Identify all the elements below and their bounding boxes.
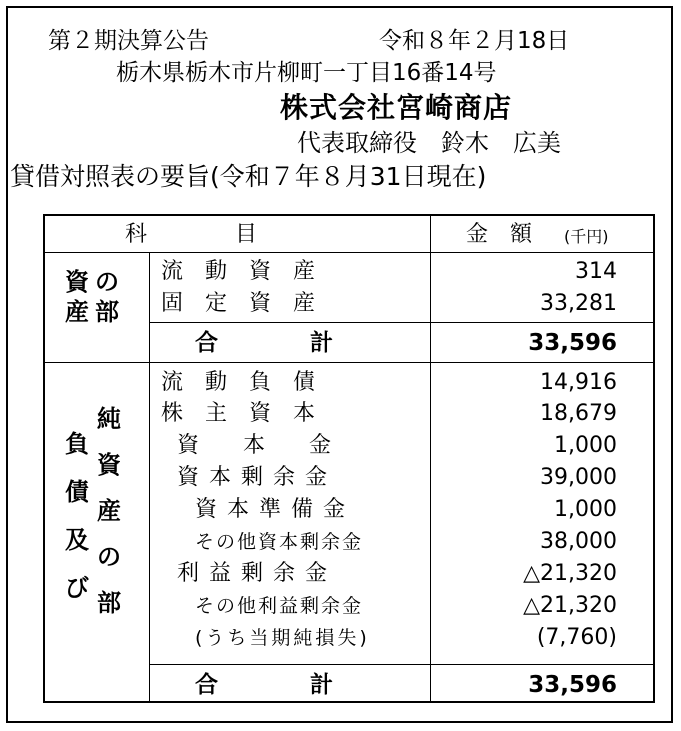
liability-item-label: 株 主 資 本 bbox=[161, 401, 316, 426]
assets-section-label-line2: 産部 bbox=[65, 298, 125, 326]
liability-item-value: 18,679 bbox=[540, 401, 617, 426]
liability-item-label: その他利益剰余金 bbox=[195, 595, 364, 617]
liabilities-total-divider bbox=[149, 664, 653, 665]
section-column-divider bbox=[149, 252, 150, 701]
balance-sheet-title: 貸借対照表の要旨(令和７年８月31日現在) bbox=[10, 162, 487, 191]
liability-item-value: (7,760) bbox=[536, 625, 617, 650]
amount-column-divider bbox=[430, 216, 431, 701]
liability-item-label: (うち当期純損失) bbox=[195, 627, 370, 649]
assets-section-divider bbox=[45, 362, 653, 363]
liability-item-value: △21,320 bbox=[523, 593, 617, 618]
liability-item-value: △21,320 bbox=[523, 561, 617, 586]
balance-sheet-table bbox=[43, 214, 655, 703]
liability-item-label: その他資本剰余金 bbox=[195, 531, 364, 553]
header-divider bbox=[45, 252, 653, 253]
liability-item-value: 14,916 bbox=[540, 370, 617, 395]
assets-section-label-line1: 資の bbox=[65, 268, 125, 296]
unit-label: (千円) bbox=[564, 227, 609, 246]
asset-item-value: 33,281 bbox=[540, 291, 617, 316]
notice-date: 令和８年２月18日 bbox=[379, 28, 570, 54]
assets-total-label: 合 計 bbox=[195, 330, 333, 356]
assets-total-divider bbox=[149, 322, 653, 323]
liabilities-section-label-col1: 負 債 及 び bbox=[65, 430, 89, 602]
liability-item-value: 39,000 bbox=[540, 465, 617, 490]
liabilities-total-label: 合 計 bbox=[195, 672, 333, 698]
liability-item-label: 流 動 負 債 bbox=[161, 370, 316, 395]
company-address: 栃木県栃木市片柳町一丁目16番14号 bbox=[116, 60, 497, 86]
liability-item-label: 資本準備金 bbox=[195, 497, 356, 522]
liability-item-value: 38,000 bbox=[540, 529, 617, 554]
asset-item-label: 流 動 資 産 bbox=[161, 259, 316, 284]
representative: 代表取締役 鈴木 広美 bbox=[297, 129, 561, 157]
subject-column-header: 科 目 bbox=[125, 222, 258, 247]
assets-total-value: 33,596 bbox=[528, 330, 617, 356]
liability-item-value: 1,000 bbox=[554, 497, 617, 522]
amount-column-header: 金 額 bbox=[466, 222, 533, 247]
liability-item-label: 利益剰余金 bbox=[177, 561, 338, 586]
liability-item-value: 1,000 bbox=[554, 433, 617, 458]
liability-item-label: 資本剰余金 bbox=[177, 465, 338, 490]
liability-item-label: 資 本 金 bbox=[177, 433, 332, 458]
company-name: 株式会社宮崎商店 bbox=[280, 91, 513, 124]
liabilities-section-label-col2: 純 資 産 の 部 bbox=[97, 405, 121, 617]
liabilities-total-value: 33,596 bbox=[528, 672, 617, 698]
notice-title: 第２期決算公告 bbox=[48, 28, 209, 54]
asset-item-value: 314 bbox=[575, 259, 617, 284]
asset-item-label: 固 定 資 産 bbox=[161, 291, 316, 316]
